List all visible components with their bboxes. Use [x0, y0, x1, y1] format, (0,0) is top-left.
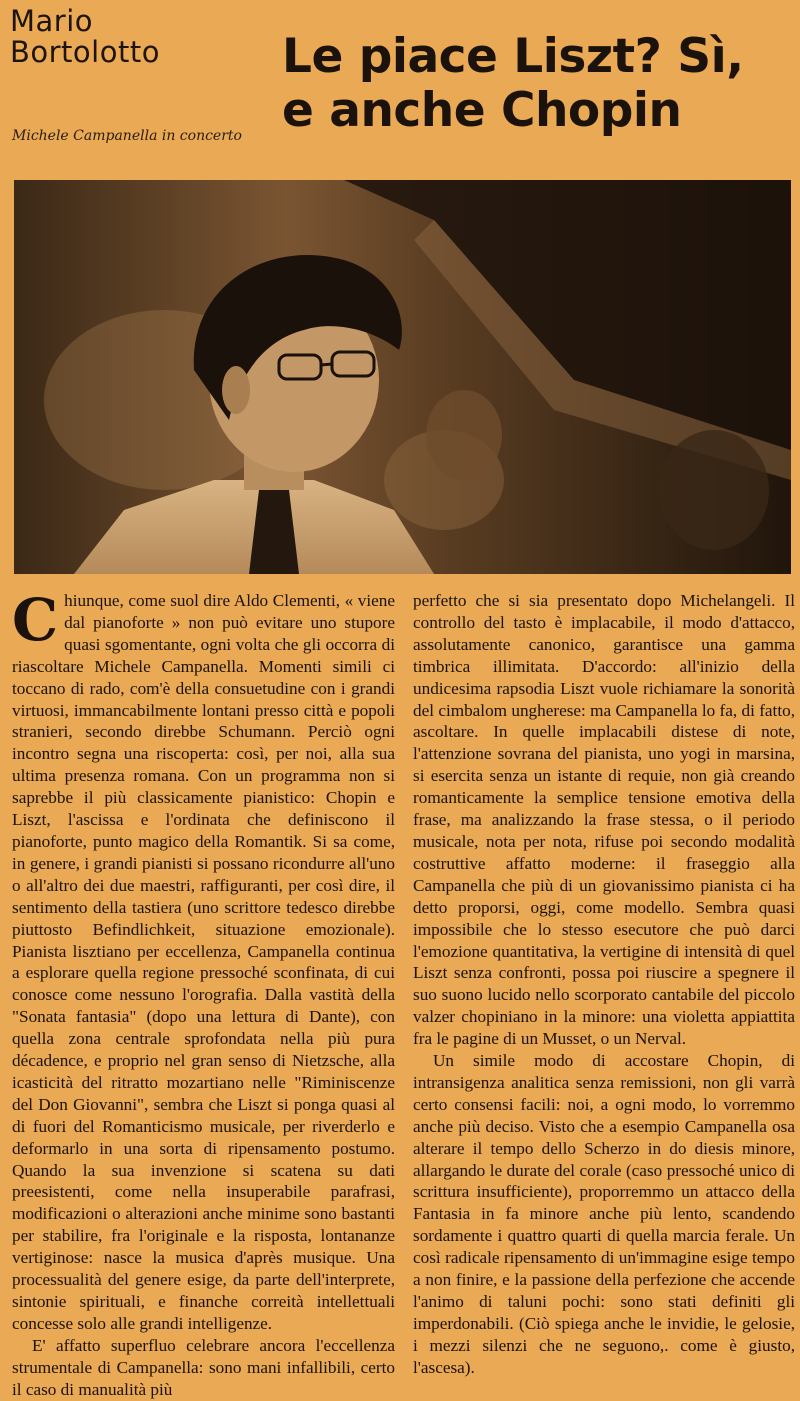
article-photo [14, 180, 791, 574]
author-last-name: Bortolotto [10, 35, 160, 69]
paragraph: perfetto che si sia presentato dopo Michelangeli. Il controllo del tasto è implacabile, il modo d'attacco, assolutamente canonico, garantisce una gamma timbrica illimitata. D'accordo: all'inizio della undicesima rapsodia Liszt vuole richiamare la sonorità del cimbalom ungherese: ma Campanella lo fa, di fatto, ascoltare. In quelle implacabili distese di note, l'attenzione sovrana del pianista, uno yogi in marsina, si esercita senza un istante di requie, non già creando romanticamente la semplice tensione emotiva della frase, ma analizzando la frase stessa, o il periodo musicale, nota per nota, rifuse poi secondo modalità costruttive affatto moderne: il fraseggio alla Campanella che più di un giovanissimo pianista ci ha detto proporsi, oggi, come modello. Sembra quasi impossibile che lo stesso esecutore che può darci l'emozione quantitativa, la vertigine di intensità di quel Liszt senza confronti, possa poi riuscire a spegnere il suo suono lucido nello scorporato cantabile del piccolo valzer chopiniano in la minore: una violetta appiattita fra le pagine di un Musset, o un Nerval. [413, 591, 795, 1049]
author-first-name: Mario [10, 4, 94, 38]
article-column-left [12, 586, 395, 1401]
author-byline [10, 6, 160, 68]
paragraph: E' affatto superfluo celebrare ancora l'eccellenza strumentale di Campanella: sono mani infallibili, certo il caso di manualità più [12, 1335, 395, 1399]
article-title-line-2: e anche Chopin [282, 83, 682, 138]
paragraph-text: hiunque, come suol dire Aldo Clementi, « viene dal pianoforte » non può evitare uno stupore quasi sgomentante, ogni volta che gli occorra di riascoltare Michele Campanella. Momenti simili ci toccano di rado, com'è della consuetudine con i grandi virtuosi, immancabilmente lontani presso città e popoli stranieri, secondo direbbe Schumann. Perciò ogni incontro segna una riscoperta: così, per noi, alla sua ultima presenza romana. Con un programma non si saprebbe il più classicamente pianistico: Chopin e Liszt, l'ascissa e l'ordinata che definiscono il pianoforte, punto magico della Romantik. Si sa come, in genere, i grandi pianisti si possano ricondurre all'uno o all'altro dei due maestri, raffiguranti, per così dire, il sentimento della tastiera (uno scrittore tedesco direbbe piuttosto Befindlichkeit, situazione emozionale). Pianista lisztiano per eccellenza, Campanella continua a esplorare quella regione pressoché sconfinata, di cui conosce come nessuno l'orografia. Dalla vastità della "Sonata fantasia" (dopo una lettura di Dante), con quella zona centrale sprofondata nella più pura décadence, e proprio nel gran senso di Nietzsche, alla icasticità del ritratto mozartiano nelle "Riminiscenze del Don Giovanni", sembra che Liszt si ponga quasi al di fuori del Romanticismo musicale, per riverderlo e deformarlo in una sorta di ripensamento postumo. Quando la sua invenzione si scatena su dati preesistenti, come nella insuperabile parafrasi, modificazioni o alterazioni anche minime sono bastanti per stabilire, fra l'originale e la risposta, lontananze vertiginose: nasce la musica d'après musique. Una processualità del genere esige, da parte dell'interprete, sintonie spirituali, e finanche correità intellettuali concesse solo alle grandi intelligenze. [12, 591, 395, 1333]
paragraph: Un simile modo di accostare Chopin, di intransigenza analitica senza remissioni, non gli varrà certo consensi facili: noi, a ogni modo, lo vorremmo anche più deciso. Visto che a esempio Campanella osa alterare il tempo dello Scherzo in do diesis minore, allargando le durate del corale (caso pressoché unico di scrittura insufficiente), proporremmo un attacco della Fantasia in fa minore anche più lento, scandendo sordamente i quattro quarti di quella marcia ferale. Un così radicale ripensamento di un'immagine esige tempo a non finire, e la passione della perfezione che accende l'animo di taluni pochi: sono stati definiti gli imperdonabili. (Ciò spiega anche le invidie, le gelosie, i mezzi silenzi che ne seguono,. come è giusto, l'ascesa). [413, 1051, 795, 1377]
article-title [282, 30, 744, 138]
pianist-photo-illustration [14, 180, 791, 574]
drop-cap: C [12, 586, 59, 654]
photo-caption: Michele Campanella in concerto [12, 128, 242, 144]
article-title-line-1: Le piace Liszt? Sì, [282, 29, 744, 84]
paragraph [12, 586, 395, 1335]
article-column-right [413, 590, 795, 1379]
